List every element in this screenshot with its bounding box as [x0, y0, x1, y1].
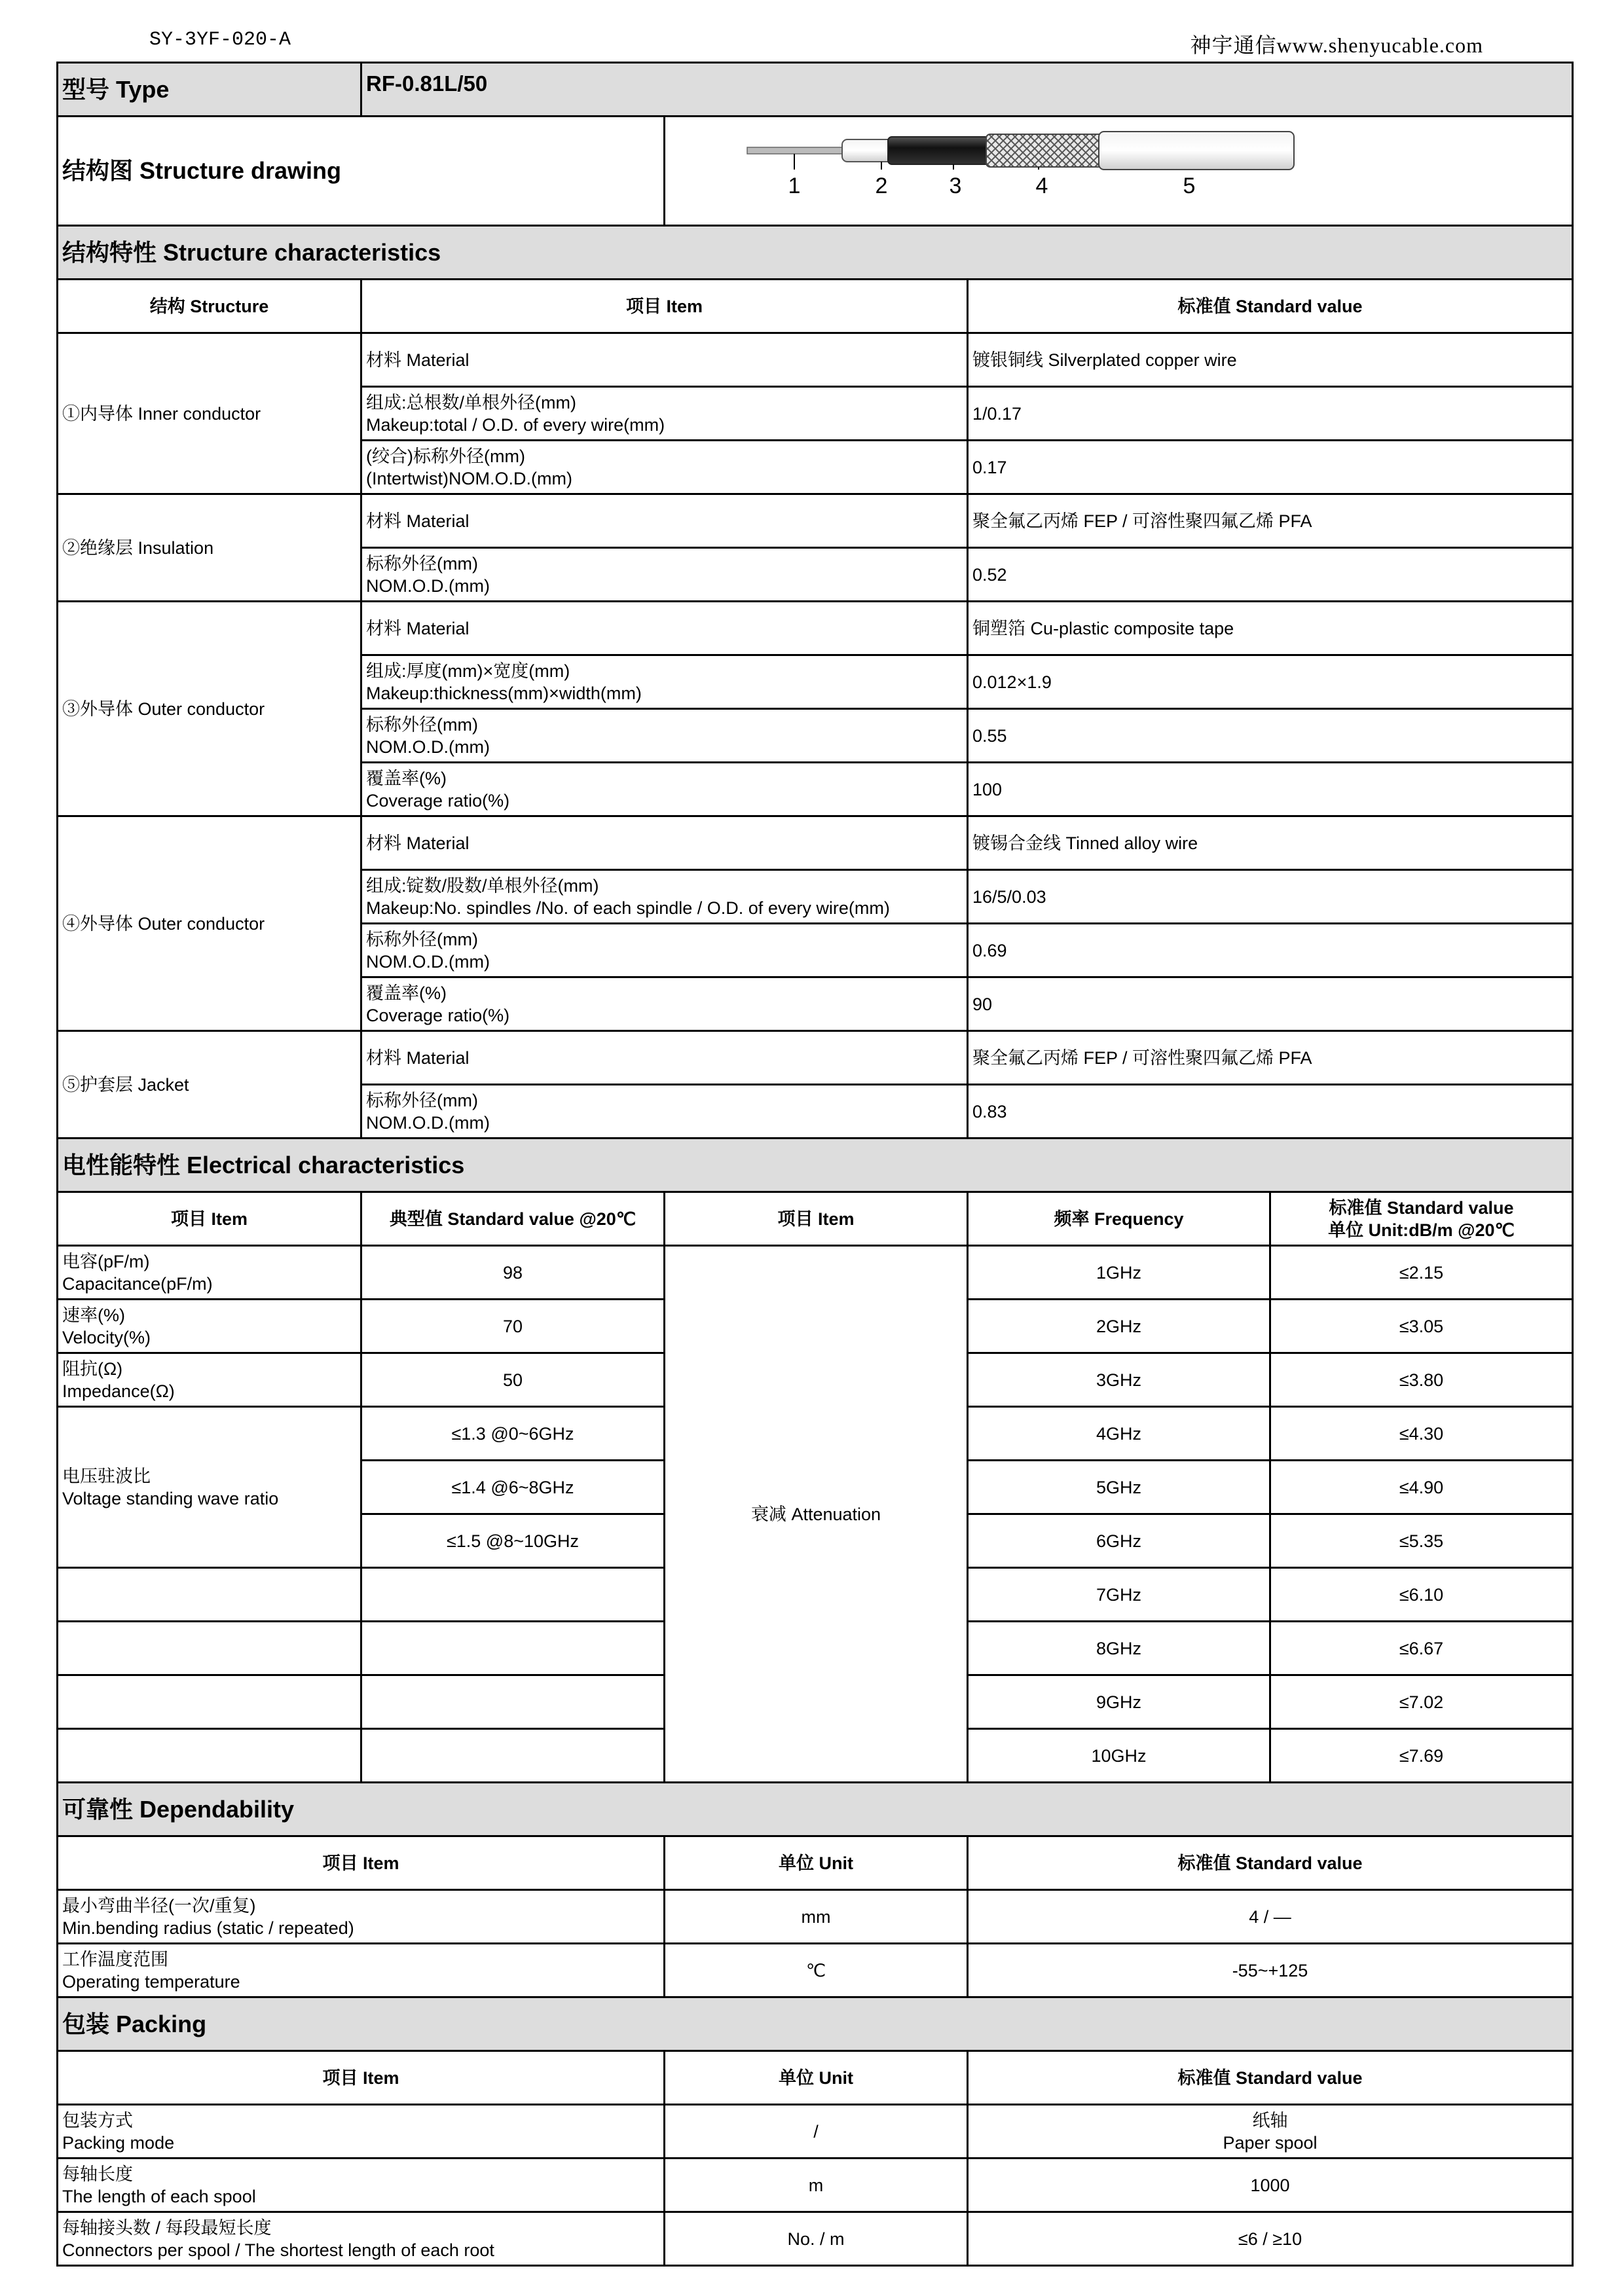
attenuation-frequency: 3GHz: [968, 1353, 1270, 1407]
packing-item: [58, 2159, 665, 2212]
packing-unit: /: [665, 2105, 968, 2159]
electrical-prop-line: Impedance(Ω): [62, 1381, 175, 1401]
attenuation-value: ≤6.10: [1270, 1568, 1573, 1622]
col-unit: 单位 Unit: [665, 1836, 968, 1890]
empty-cell: [58, 1622, 361, 1675]
packing-value-line: 纸轴: [1252, 2110, 1288, 2130]
vswr-label-line: Voltage standing wave ratio: [62, 1488, 279, 1508]
structure-group-name: ⑤护套层 Jacket: [58, 1031, 361, 1139]
packing-item-line: 每轴接头数 / 每段最短长度: [62, 2217, 272, 2238]
structure-item-line: (绞合)标称外径(mm): [366, 446, 525, 466]
dependability-value-line: 4 / —: [1249, 1906, 1291, 1927]
dependability-item: [58, 1890, 665, 1944]
vswr-value: ≤1.3 @0~6GHz: [361, 1407, 665, 1461]
structure-item-line: 材料 Material: [366, 511, 470, 531]
structure-item-line: 标称外径(mm): [366, 929, 478, 949]
dependability-item-line: 工作温度范围: [62, 1949, 168, 1969]
structure-value: 0.012×1.9: [968, 655, 1573, 709]
attenuation-frequency: 10GHz: [968, 1729, 1270, 1783]
structure-item-line: 组成:厚度(mm)×宽度(mm): [366, 661, 570, 681]
attenuation-value: ≤2.15: [1270, 1246, 1573, 1300]
attenuation-value: ≤5.35: [1270, 1514, 1573, 1568]
type-label: 型号 Type: [58, 63, 361, 117]
structure-item: [361, 387, 968, 441]
electrical-prop-line: Velocity(%): [62, 1327, 151, 1347]
col-item: 项目 Item: [58, 1192, 361, 1246]
col-standard-value-line: 单位 Unit:dB/m @20℃: [1328, 1220, 1515, 1240]
type-value: RF-0.81L/50: [361, 63, 1573, 117]
structure-item-line: 组成:总根数/单根外径(mm): [366, 392, 576, 412]
structure-item-line: Makeup:No. spindles /No. of each spindle / O.D. of every wire(mm): [366, 898, 890, 918]
structure-row: [58, 1031, 1573, 1085]
drawing-label: 结构图 Structure drawing: [58, 117, 665, 226]
dependability-item-line: Operating temperature: [62, 1971, 240, 1992]
structure-item-line: 覆盖率(%): [366, 768, 447, 788]
structure-value: 90: [968, 977, 1573, 1031]
structure-value: 0.55: [968, 709, 1573, 763]
structure-group-name: ①内导体 Inner conductor: [58, 333, 361, 494]
structure-row: [58, 602, 1573, 655]
attenuation-value: ≤3.80: [1270, 1353, 1573, 1407]
attenuation-value: ≤3.05: [1270, 1300, 1573, 1353]
col-structure: 结构 Structure: [58, 280, 361, 333]
structure-item: [361, 816, 968, 870]
drawing-number-2: 2: [875, 173, 888, 198]
vswr-label: [58, 1407, 361, 1568]
structure-item-line: 材料 Material: [366, 1048, 470, 1068]
drawing-number-1: 1: [788, 173, 801, 198]
col-typical-value: 典型值 Standard value @20℃: [361, 1192, 665, 1246]
structure-item: [361, 655, 968, 709]
structure-group-name: ③外导体 Outer conductor: [58, 602, 361, 816]
cable-drawing-icon: [665, 117, 1572, 219]
col-unit: 单位 Unit: [665, 2051, 968, 2105]
structure-item-line: NOM.O.D.(mm): [366, 951, 490, 972]
col-item: 项目 Item: [58, 1836, 665, 1890]
structure-item-line: NOM.O.D.(mm): [366, 575, 490, 596]
structure-item: [361, 602, 968, 655]
structure-item-line: Coverage ratio(%): [366, 1005, 510, 1025]
structure-item-line: 标称外径(mm): [366, 714, 478, 735]
packing-item-line: The length of each spool: [62, 2186, 256, 2206]
structure-item: [361, 709, 968, 763]
electrical-row: [58, 1246, 1573, 1300]
structure-value: 0.52: [968, 548, 1573, 602]
packing-value-line: ≤6 / ≥10: [1238, 2229, 1302, 2249]
structure-value: 0.83: [968, 1085, 1573, 1139]
attenuation-value: ≤7.02: [1270, 1675, 1573, 1729]
electrical-prop-value: 70: [361, 1300, 665, 1353]
empty-cell: [361, 1675, 665, 1729]
structure-group-name: ④外导体 Outer conductor: [58, 816, 361, 1031]
attenuation-frequency: 2GHz: [968, 1300, 1270, 1353]
col-item: 项目 Item: [58, 2051, 665, 2105]
section-structure: 结构特性 Structure characteristics: [58, 226, 1573, 280]
structure-value: 16/5/0.03: [968, 870, 1573, 924]
attenuation-label: 衰减 Attenuation: [665, 1246, 968, 1783]
col-standard-value: [1270, 1192, 1573, 1246]
company-name: 神宇通信www.shenyucable.com: [1190, 33, 1483, 57]
attenuation-value: ≤7.69: [1270, 1729, 1573, 1783]
structure-item: [361, 1031, 968, 1085]
dependability-unit: ℃: [665, 1944, 968, 1997]
dependability-item-line: Min.bending radius (static / repeated): [62, 1918, 354, 1938]
structure-value: 铜塑箔 Cu-plastic composite tape: [968, 602, 1573, 655]
empty-cell: [361, 1568, 665, 1622]
attenuation-frequency: 5GHz: [968, 1461, 1270, 1514]
structure-item-line: 材料 Material: [366, 833, 470, 853]
packing-item-line: 包装方式: [62, 2110, 133, 2130]
structure-item-line: 材料 Material: [366, 350, 470, 370]
packing-item: [58, 2212, 665, 2266]
col-standard-value: 标准值 Standard value: [968, 2051, 1573, 2105]
spec-table: [56, 62, 1574, 2267]
attenuation-frequency: 6GHz: [968, 1514, 1270, 1568]
packing-unit: m: [665, 2159, 968, 2212]
structure-value: 0.69: [968, 924, 1573, 977]
structure-row: [58, 333, 1573, 387]
structure-group-name: ②绝缘层 Insulation: [58, 494, 361, 602]
electrical-prop-value: 98: [361, 1246, 665, 1300]
col-item: 项目 Item: [665, 1192, 968, 1246]
structure-value: 镀锡合金线 Tinned alloy wire: [968, 816, 1573, 870]
structure-value: 0.17: [968, 441, 1573, 494]
structure-item-line: NOM.O.D.(mm): [366, 1112, 490, 1133]
structure-item-line: Makeup:total / O.D. of every wire(mm): [366, 414, 665, 435]
structure-item-line: 组成:锭数/股数/单根外径(mm): [366, 875, 599, 896]
empty-cell: [361, 1729, 665, 1783]
col-item: 项目 Item: [361, 280, 968, 333]
dependability-value: [968, 1890, 1573, 1944]
structure-item: [361, 977, 968, 1031]
structure-item: [361, 763, 968, 816]
packing-item-line: Connectors per spool / The shortest length of each root: [62, 2240, 494, 2260]
structure-item-line: 标称外径(mm): [366, 1090, 478, 1110]
structure-drawing: [665, 117, 1573, 226]
packing-row: [58, 2212, 1573, 2266]
col-standard-value: 标准值 Standard value: [968, 280, 1573, 333]
packing-unit: No. / m: [665, 2212, 968, 2266]
packing-value: [968, 2212, 1573, 2266]
dependability-row: [58, 1944, 1573, 1997]
electrical-prop-line: 速率(%): [62, 1305, 125, 1325]
structure-item: [361, 494, 968, 548]
structure-item: [361, 441, 968, 494]
packing-value: [968, 2159, 1573, 2212]
structure-item-line: 标称外径(mm): [366, 553, 478, 574]
vswr-value: ≤1.5 @8~10GHz: [361, 1514, 665, 1568]
structure-item-line: Makeup:thickness(mm)×width(mm): [366, 683, 642, 703]
drawing-number-5: 5: [1183, 173, 1196, 198]
section-electrical: 电性能特性 Electrical characteristics: [58, 1139, 1573, 1192]
packing-row: [58, 2105, 1573, 2159]
dependability-item-line: 最小弯曲半径(一次/重复): [62, 1895, 256, 1916]
electrical-prop: [58, 1246, 361, 1300]
structure-row: [58, 494, 1573, 548]
structure-row: [58, 816, 1573, 870]
electrical-prop-line: 电容(pF/m): [62, 1251, 150, 1271]
vswr-label-line: 电压驻波比: [62, 1466, 151, 1486]
structure-item-line: (Intertwist)NOM.O.D.(mm): [366, 468, 572, 488]
dependability-value-line: -55~+125: [1232, 1960, 1308, 1980]
drawing-number-3: 3: [949, 173, 962, 198]
structure-item-line: 材料 Material: [366, 618, 470, 638]
attenuation-frequency: 4GHz: [968, 1407, 1270, 1461]
empty-cell: [58, 1568, 361, 1622]
packing-value-line: 1000: [1250, 2175, 1290, 2195]
packing-value-line: Paper spool: [1223, 2132, 1318, 2153]
structure-value: 聚全氟乙丙烯 FEP / 可溶性聚四氟乙烯 PFA: [968, 1031, 1573, 1085]
structure-item: [361, 548, 968, 602]
section-packing: 包装 Packing: [58, 1997, 1573, 2051]
structure-value: 聚全氟乙丙烯 FEP / 可溶性聚四氟乙烯 PFA: [968, 494, 1573, 548]
packing-row: [58, 2159, 1573, 2212]
electrical-prop-value: 50: [361, 1353, 665, 1407]
attenuation-value: ≤4.30: [1270, 1407, 1573, 1461]
packing-value: [968, 2105, 1573, 2159]
doc-code: SY-3YF-020-A: [149, 29, 291, 51]
electrical-prop: [58, 1353, 361, 1407]
dependability-value: [968, 1944, 1573, 1997]
structure-value: 100: [968, 763, 1573, 816]
structure-item-line: 覆盖率(%): [366, 983, 447, 1003]
dependability-item: [58, 1944, 665, 1997]
col-standard-value-line: 标准值 Standard value: [1329, 1197, 1514, 1218]
dependability-unit: mm: [665, 1890, 968, 1944]
electrical-prop-line: Capacitance(pF/m): [62, 1273, 213, 1294]
attenuation-value: ≤4.90: [1270, 1461, 1573, 1514]
electrical-prop-line: 阻抗(Ω): [62, 1358, 123, 1379]
section-dependability: 可靠性 Dependability: [58, 1783, 1573, 1836]
structure-item: [361, 924, 968, 977]
empty-cell: [58, 1675, 361, 1729]
structure-item: [361, 333, 968, 387]
attenuation-value: ≤6.67: [1270, 1622, 1573, 1675]
col-standard-value: 标准值 Standard value: [968, 1836, 1573, 1890]
structure-item-line: NOM.O.D.(mm): [366, 737, 490, 757]
packing-item: [58, 2105, 665, 2159]
structure-value: 镀银铜线 Silverplated copper wire: [968, 333, 1573, 387]
vswr-value: ≤1.4 @6~8GHz: [361, 1461, 665, 1514]
col-frequency: 频率 Frequency: [968, 1192, 1270, 1246]
electrical-prop: [58, 1300, 361, 1353]
packing-item-line: 每轴长度: [62, 2164, 133, 2184]
attenuation-frequency: 1GHz: [968, 1246, 1270, 1300]
dependability-row: [58, 1890, 1573, 1944]
packing-item-line: Packing mode: [62, 2132, 175, 2153]
empty-cell: [58, 1729, 361, 1783]
drawing-number-4: 4: [1035, 173, 1048, 198]
attenuation-frequency: 8GHz: [968, 1622, 1270, 1675]
structure-item: [361, 1085, 968, 1139]
structure-item: [361, 870, 968, 924]
structure-value: 1/0.17: [968, 387, 1573, 441]
empty-cell: [361, 1622, 665, 1675]
attenuation-frequency: 9GHz: [968, 1675, 1270, 1729]
attenuation-frequency: 7GHz: [968, 1568, 1270, 1622]
structure-item-line: Coverage ratio(%): [366, 790, 510, 811]
